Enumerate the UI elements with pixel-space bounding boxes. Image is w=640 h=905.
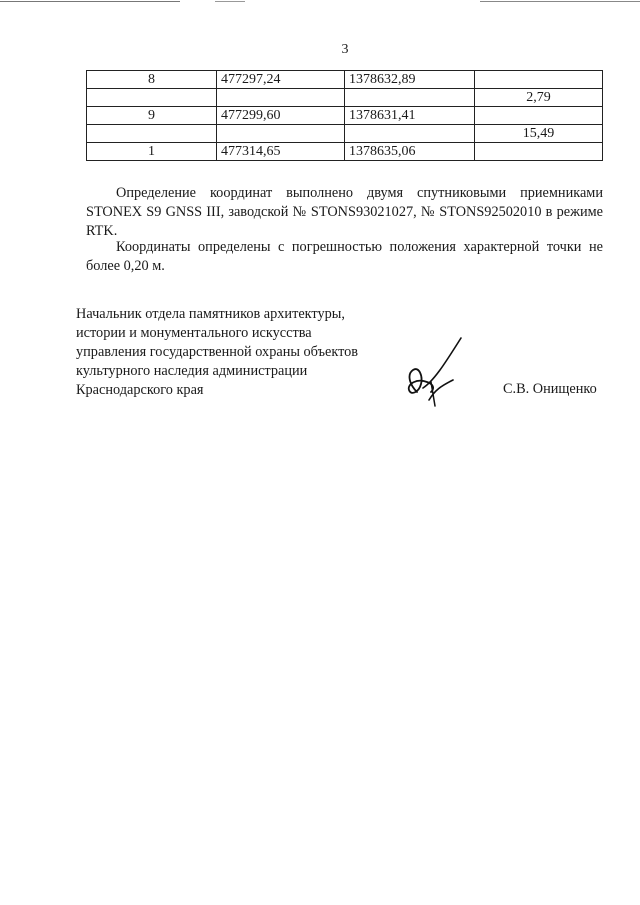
table-row [87,143,603,161]
coordinates-table [86,70,603,161]
official-title-line: Краснодарского края [76,382,204,398]
table-row [87,89,603,107]
accuracy-paragraph: Координаты определены с погрешностью положения характерной точки не более 0,20 м. [86,239,603,274]
handwritten-signature [395,330,475,410]
table-row [87,107,603,125]
table-row [87,125,603,143]
signer-name: С.В. Онищенко [503,381,597,397]
distance: 15,49 [475,125,603,143]
distance [475,143,603,161]
official-title-line: истории и монументального искусства [76,325,312,341]
y-coordinate: 1378631,41 [345,107,475,125]
x-coordinate: 477314,65 [217,143,345,161]
distance: 2,79 [475,89,603,107]
page-number: 3 [341,42,349,57]
point-number [87,125,217,143]
table-row [87,71,603,89]
official-title-line: Начальник отдела памятников архитектуры, [76,306,345,322]
x-coordinate [217,125,345,143]
x-coordinate: 477297,24 [217,71,345,89]
y-coordinate [345,89,475,107]
point-number [87,89,217,107]
scan-top-edge [0,1,640,2]
method-paragraph: Определение координат выполнено двумя спутниковыми приемниками STONEX S9 GNSS III, заводской № STONS93021027, № STONS92502010 в режиме RTK. [86,185,603,239]
official-title-block [76,305,396,400]
x-coordinate [217,89,345,107]
point-number: 8 [87,71,217,89]
y-coordinate: 1378635,06 [345,143,475,161]
x-coordinate: 477299,60 [217,107,345,125]
y-coordinate [345,125,475,143]
distance [475,71,603,89]
distance [475,107,603,125]
point-number: 9 [87,107,217,125]
point-number: 1 [87,143,217,161]
official-title-line: управления государственной охраны объектов [76,344,359,360]
official-title-line: культурного наследия администрации [76,363,308,379]
y-coordinate: 1378632,89 [345,71,475,89]
